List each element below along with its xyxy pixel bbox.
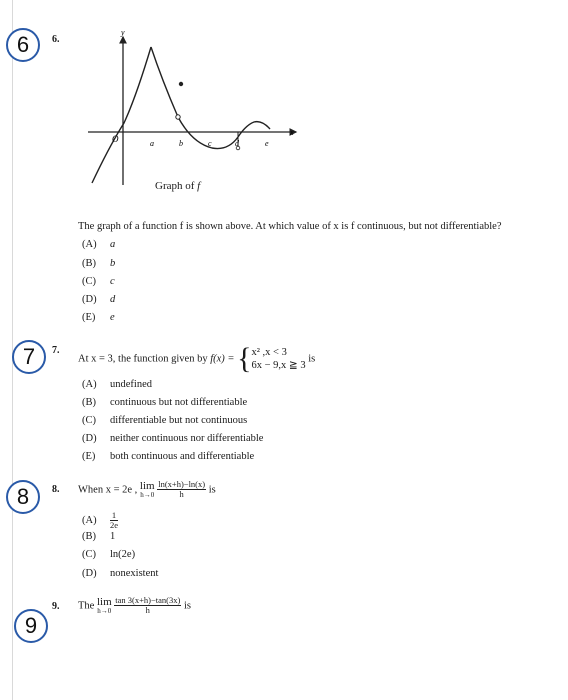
lim-subscript: h→0 (97, 606, 112, 615)
q8-choice-b[interactable] (82, 531, 115, 542)
open-point-b (176, 115, 180, 119)
choice-label: (B) (82, 397, 96, 408)
choice-label: (C) (82, 415, 96, 426)
point-e-label: e (265, 139, 269, 148)
question-7-stem (78, 342, 315, 376)
choice-text: ln(2e) (110, 549, 136, 560)
q7-choice-e[interactable] (82, 451, 254, 462)
q6-choice-d[interactable] (82, 294, 115, 305)
q6-choice-c[interactable] (82, 276, 115, 287)
x-axis-label: x (290, 128, 294, 137)
lim-subscript: h→0 (140, 490, 155, 499)
choice-text: d (110, 294, 116, 305)
stem-suffix: is (208, 484, 216, 496)
choice-text: a (110, 239, 116, 250)
lim-word: lim (96, 595, 112, 608)
limit-operator (97, 597, 112, 615)
question-9-stem (78, 596, 191, 616)
choice-label: (A) (82, 239, 97, 250)
q6-choice-a[interactable] (82, 239, 115, 250)
choice-text: differentiable but not continuous (110, 415, 248, 426)
fraction-denominator: h (179, 489, 184, 500)
caption-fn: f (197, 180, 201, 192)
q6-choice-b[interactable] (82, 258, 115, 269)
q7-choice-c[interactable] (82, 415, 247, 426)
limit-fraction (114, 596, 181, 616)
choice-text: neither continuous nor differentiable (110, 433, 264, 444)
point-d-label: d (235, 139, 239, 148)
filled-point (179, 82, 183, 86)
curve-descent (151, 47, 178, 117)
curve-left-rise (92, 47, 151, 183)
q7-choice-d[interactable] (82, 433, 263, 444)
graph-caption (155, 180, 200, 192)
stem-prefix: When x = 2e , (78, 484, 138, 496)
choice-label: (E) (82, 451, 96, 462)
choice-text: nonexistent (110, 568, 159, 579)
choice-label: (A) (82, 379, 97, 390)
choice-text: both continuous and differentiable (110, 451, 255, 462)
fraction-numerator: tan 3(x+h)−tan(3x) (115, 595, 181, 605)
choice-label: (D) (82, 568, 97, 579)
choice-text: b (110, 258, 116, 269)
choice-text: undefined (110, 379, 152, 390)
choice-label: (E) (82, 312, 96, 323)
q7-choice-a[interactable] (82, 379, 152, 390)
point-c-label: c (208, 139, 212, 148)
graph-of-f (80, 25, 310, 203)
choice-text: c (110, 276, 115, 287)
q8-choice-a[interactable] (82, 511, 118, 531)
origin-label: O (112, 134, 119, 144)
question-7-circle: 7 (12, 340, 46, 374)
y-axis-label: y (121, 28, 125, 37)
question-9-circle: 9 (14, 609, 48, 643)
limit-operator (140, 481, 155, 499)
question-8-stem (78, 480, 216, 500)
q7-choice-b[interactable] (82, 397, 247, 408)
choice-fraction (110, 511, 118, 531)
function-notation: f(x) = (210, 353, 235, 365)
q6-choice-e[interactable] (82, 312, 115, 323)
fraction-numerator: ln(x+h)−ln(x) (158, 479, 206, 489)
question-6-number: 6. (52, 34, 60, 45)
choice-label: (C) (82, 549, 96, 560)
caption-prefix: Graph of (155, 180, 198, 192)
choice-text: 1 (110, 531, 116, 542)
limit-fraction (157, 480, 206, 500)
question-6-stem: The graph of a function f is shown above. At which value of x is f continuous, but not differentiable? (78, 221, 502, 232)
lim-word: lim (139, 479, 155, 492)
choice-text: continuous but not differentiable (110, 397, 248, 408)
q8-choice-c[interactable] (82, 549, 135, 560)
question-9-number: 9. (52, 601, 60, 612)
choice-label: (C) (82, 276, 96, 287)
curve-right (238, 122, 270, 137)
piecewise-cases (252, 346, 306, 372)
question-6-circle: 6 (6, 28, 40, 62)
choice-label: (A) (82, 515, 97, 527)
fraction-numerator: 1 (111, 510, 117, 520)
fraction-denominator: 2e (110, 520, 119, 531)
case-1: x² ,x < 3 (251, 346, 287, 358)
stem-suffix: is (183, 600, 191, 612)
point-a-label: a (150, 139, 154, 148)
choice-text: e (110, 312, 115, 323)
piecewise-brace: { (237, 342, 252, 375)
choice-label: (D) (82, 433, 97, 444)
choice-label: (D) (82, 294, 97, 305)
q8-choice-d[interactable] (82, 568, 158, 579)
choice-label: (B) (82, 258, 96, 269)
choice-label: (B) (82, 531, 96, 542)
question-8-number: 8. (52, 484, 60, 495)
fraction-denominator: h (145, 605, 150, 616)
stem-suffix: is (308, 353, 316, 365)
point-b-label: b (179, 139, 183, 148)
stem-prefix: The (78, 600, 95, 612)
stem-prefix: At x = 3, the function given by (78, 353, 211, 365)
case-2: 6x − 9,x ≧ 3 (251, 360, 306, 371)
question-7-number: 7. (52, 345, 60, 356)
question-8-circle: 8 (6, 480, 40, 514)
